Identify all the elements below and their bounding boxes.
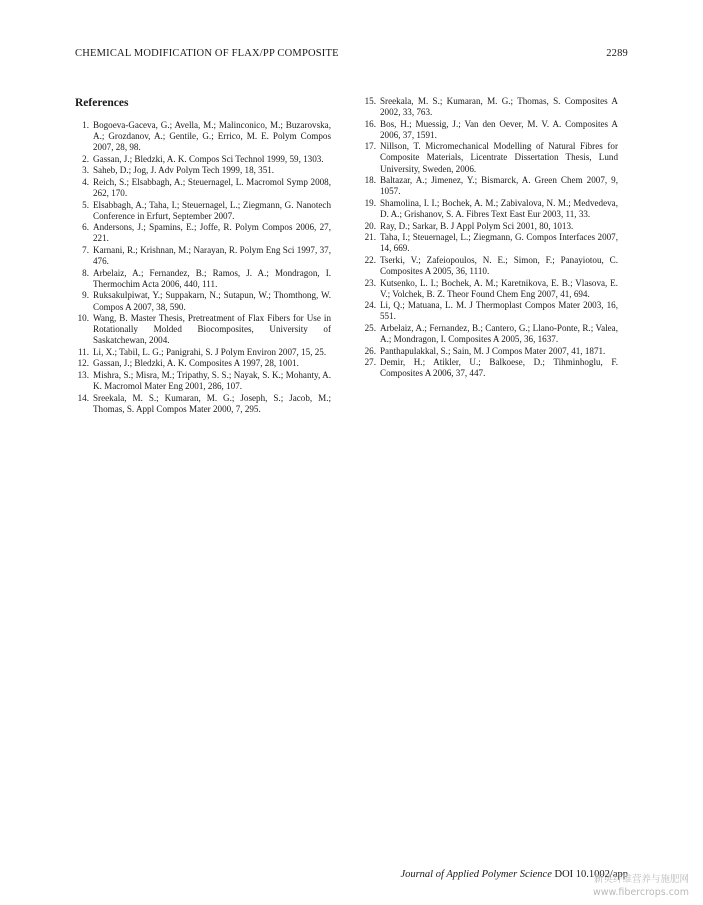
reference-text: Taha, I.; Steuernagel, L.; Ziegmann, G. Compos Interfaces 2007, 14, 669. bbox=[380, 232, 618, 254]
reference-item bbox=[75, 165, 331, 176]
reference-item bbox=[362, 346, 618, 357]
reference-text: Ray, D.; Sarkar, B. J Appl Polym Sci 2001, 80, 1013. bbox=[380, 220, 574, 231]
reference-text: Arbelaiz, A.; Fernandez, B.; Ramos, J. A.; Mondragon, I. Thermochim Acta 2006, 440, 111. bbox=[93, 267, 331, 289]
reference-number: 5. bbox=[82, 199, 89, 210]
references-column-right bbox=[362, 96, 618, 380]
reference-number: 19. bbox=[364, 197, 376, 208]
reference-item bbox=[75, 393, 331, 415]
reference-number: 1. bbox=[82, 120, 89, 130]
reference-number: 7. bbox=[82, 245, 89, 256]
reference-list-right bbox=[362, 96, 618, 379]
reference-text: Karnani, R.; Krishnan, M.; Narayan, R. Polym Eng Sci 1997, 37, 476. bbox=[93, 245, 331, 267]
reference-number: 8. bbox=[82, 267, 89, 278]
page-number: 2289 bbox=[606, 48, 628, 59]
reference-item bbox=[362, 232, 618, 254]
reference-text: Wang, B. Master Thesis, Pretreatment of Flax Fibers for Use in Rotationally Molded Biocomposites, University of Saskatchewan, 2004. bbox=[93, 313, 331, 346]
reference-text: Li, X.; Tabil, L. G.; Panigrahi, S. J Polym Environ 2007, 15, 25. bbox=[93, 346, 327, 357]
reference-item bbox=[362, 255, 618, 277]
reference-number: 16. bbox=[364, 118, 376, 129]
reference-number: 3. bbox=[82, 165, 89, 176]
reference-item bbox=[75, 177, 331, 199]
reference-item bbox=[362, 141, 618, 174]
reference-item bbox=[75, 358, 331, 369]
reference-text: Reich, S.; Elsabbagh, A.; Steuernagel, L. Macromol Symp 2008, 262, 170. bbox=[93, 176, 331, 199]
reference-text: Kutsenko, L. I.; Bochek, A. M.; Karetnikova, E. B.; Vlasova, E. V.; Volchek, B. Z. Theor Found Chem Eng 2007, 41, 694. bbox=[380, 277, 618, 299]
reference-number: 21. bbox=[364, 232, 376, 243]
reference-item bbox=[75, 290, 331, 312]
watermark bbox=[593, 873, 689, 899]
reference-list-left bbox=[75, 120, 331, 415]
reference-number: 26. bbox=[364, 345, 376, 356]
reference-item bbox=[75, 347, 331, 358]
reference-item bbox=[362, 175, 618, 197]
reference-item bbox=[75, 245, 331, 267]
reference-number: 22. bbox=[364, 254, 376, 265]
reference-number: 9. bbox=[82, 290, 89, 301]
journal-name: Journal of Applied Polymer Science bbox=[400, 869, 552, 880]
reference-text: Saheb, D.; Jog, J. Adv Polym Tech 1999, 18, 351. bbox=[93, 165, 275, 176]
reference-text: Ruksakulpiwat, Y.; Suppakarn, N.; Sutapun, W.; Thomthong, W. Compos A 2007, 38, 590. bbox=[93, 290, 331, 312]
reference-item bbox=[75, 222, 331, 244]
reference-text: Baltazar, A.; Jimenez, Y.; Bismarck, A. Green Chem 2007, 9, 1057. bbox=[380, 175, 618, 197]
reference-item bbox=[362, 278, 618, 300]
reference-text: Elsabbagh, A.; Taha, I.; Steuernagel, L.; Ziegmann, G. Nanotech Conference in Erfurt, September 2007. bbox=[93, 199, 331, 221]
reference-text: Shamolina, I. I.; Bochek, A. M.; Zabivalova, N. M.; Medvedeva, D. A.; Grishanov, S. A. Fibres Text East Eur 2003, 11, 33. bbox=[380, 197, 618, 219]
reference-number: 25. bbox=[364, 322, 376, 333]
reference-text: Tserki, V.; Zafeiopoulos, N. E.; Simon, F.; Panayiotou, C. Composites A 2005, 36, 1110. bbox=[380, 254, 618, 276]
reference-item bbox=[362, 198, 618, 220]
reference-text: Arbelaiz, A.; Fernandez, B.; Cantero, G.; Llano-Ponte, R.; Valea, A.; Mondragon, I. Composites A 2005, 36, 1637. bbox=[380, 322, 618, 344]
reference-text: Sreekala, M. S.; Kumaran, M. G.; Thomas, S. Composites A 2002, 33, 763. bbox=[380, 96, 618, 118]
reference-text: Bogoeva-Gaceva, G.; Avella, M.; Malinconico, M.; Buzarovska, A.; Grozdanov, A.; Gentile, G.; Errico, M. E. Polym Compos 2007, 28, 98. bbox=[93, 120, 331, 153]
reference-item bbox=[75, 370, 331, 392]
reference-text: Demir, H.; Atikler, U.; Balkoese, D.; Tihminhoglu, F. Composites A 2006, 37, 447. bbox=[380, 357, 618, 379]
reference-item bbox=[362, 300, 618, 322]
reference-item bbox=[75, 268, 331, 290]
reference-number: 4. bbox=[82, 176, 89, 187]
reference-number: 20. bbox=[364, 220, 376, 231]
reference-item bbox=[75, 120, 331, 153]
reference-number: 6. bbox=[82, 222, 89, 233]
reference-number: 11. bbox=[77, 346, 89, 357]
reference-number: 23. bbox=[364, 277, 376, 288]
reference-text: Panthapulakkal, S.; Sain, M. J Compos Mater 2007, 41, 1871. bbox=[380, 345, 606, 356]
reference-item bbox=[362, 323, 618, 345]
watermark-line-1: 新英纤维营养与施肥网 bbox=[593, 874, 689, 885]
reference-number: 2. bbox=[82, 153, 89, 164]
reference-text: Sreekala, M. S.; Kumaran, M. G.; Joseph, S.; Jacob, M.; Thomas, S. Appl Compos Mater 2000, 7, 295. bbox=[93, 392, 331, 414]
running-head bbox=[75, 48, 628, 62]
reference-item bbox=[362, 221, 618, 232]
reference-number: 24. bbox=[364, 300, 376, 311]
reference-number: 15. bbox=[364, 96, 376, 106]
watermark-line-2: www.fibercrops.com bbox=[592, 887, 689, 898]
reference-item bbox=[75, 200, 331, 222]
reference-item bbox=[75, 313, 331, 346]
reference-number: 12. bbox=[77, 358, 89, 369]
reference-item bbox=[75, 154, 331, 165]
reference-text: Bos, H.; Muessig, J.; Van den Oever, M. V. A. Composites A 2006, 37, 1591. bbox=[380, 118, 618, 140]
reference-number: 17. bbox=[364, 141, 376, 152]
doi: DOI 10.1002/app bbox=[554, 869, 628, 880]
reference-item bbox=[362, 119, 618, 141]
reference-text: Mishra, S.; Misra, M.; Tripathy, S. S.; Nayak, S. K.; Mohanty, A. K. Macromol Mater Eng 2001, 286, 107. bbox=[93, 370, 331, 392]
reference-number: 13. bbox=[77, 370, 89, 381]
reference-number: 14. bbox=[77, 392, 89, 403]
reference-text: Andersons, J.; Spamins, E.; Joffe, R. Polym Compos 2006, 27, 221. bbox=[93, 222, 331, 244]
reference-text: Gassan, J.; Bledzki, A. K. Composites A 1997, 28, 1001. bbox=[93, 358, 299, 369]
reference-number: 18. bbox=[364, 175, 376, 186]
reference-text: Gassan, J.; Bledzki, A. K. Compos Sci Technol 1999, 59, 1303. bbox=[93, 153, 324, 164]
reference-item bbox=[362, 357, 618, 379]
reference-text: Li, Q.; Matuana, L. M. J Thermoplast Compos Mater 2003, 16, 551. bbox=[380, 300, 618, 322]
reference-number: 27. bbox=[364, 357, 376, 368]
references-column-left bbox=[75, 96, 331, 415]
reference-text: Nillson, T. Micromechanical Modelling of Natural Fibres for Composite Materials, Licentrate Dissertation Thesis, Lund University, Sweden, 2006. bbox=[380, 141, 618, 174]
reference-number: 10. bbox=[77, 313, 89, 324]
reference-item bbox=[362, 96, 618, 118]
running-title: CHEMICAL MODIFICATION OF FLAX/PP COMPOSITE bbox=[75, 48, 339, 59]
references-heading: References bbox=[75, 97, 129, 109]
